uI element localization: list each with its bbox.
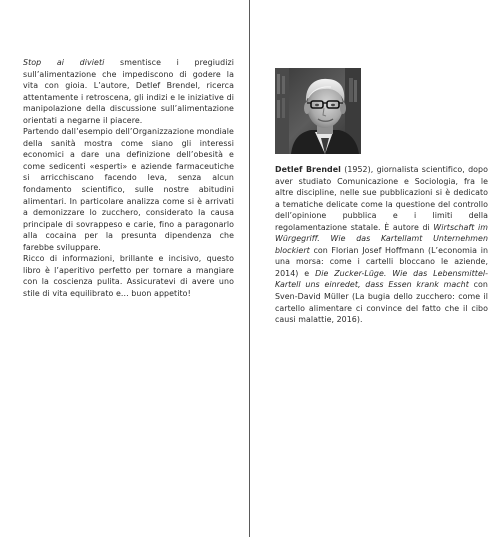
bio-text-3: con Sven-David Müller (La bugia dello zucchero: come il cartello alimentare ci convince del fatto che il cibo causi malattie, 2016). bbox=[275, 280, 488, 325]
description-paragraph-2: Partendo dall’esempio dell’Organizzazione mondiale della sanità mostra come siano gli interessi economici a dare una definizione dell’obesità e come sedicenti «esperti» e aziende farmaceutiche si arricchiscano facendo leva, senza alcun fondamento scientifico, sulle nostre abitudini alimentari. In particolare analizza come si è arrivati a demonizzare lo zucchero, considerato la causa principale di sovrappeso e carie, fino a paragonarlo alla cocaina per la presunta dipendenza che farebbe sviluppare. bbox=[23, 127, 234, 252]
author-name: Detlef Brendel bbox=[275, 165, 341, 174]
description-paragraph-1 bbox=[23, 57, 234, 126]
author-bio-paragraph bbox=[275, 164, 488, 326]
bio-text-1: (1952), giornalista scientifico, dopo aver studiato Comunicazione e Sociologia, fra le altre discipline, nelle sue pubblicazioni si è dedicato a tematiche delicate come la questione del controllo dell’opinione pubblica e i limiti della regolamentazione statale. È autore di bbox=[275, 165, 488, 232]
author-bio bbox=[275, 164, 488, 326]
description-paragraph-1-text: smentisce i pregiudizi sull’alimentazione che impediscono di godere la vita con gioia. L’autore, Detlef Brendel, ricerca attentamente i retroscena, gli indizi e le iniziative di manipolazione della discussione sull’alimentazione orientati a negarne il piacere. bbox=[23, 58, 234, 125]
book-title-1: Wirtschaft im Würgegriff. Wie das Kartellamt Unternehmen blockiert bbox=[275, 222, 488, 255]
author-portrait bbox=[275, 68, 361, 154]
book-title-2: Die Zucker-Lüge. Wie das Lebensmittel-Kartell uns einredet, dass Essen krank macht bbox=[275, 268, 488, 290]
bio-text-2: con Florian Josef Hoffmann (L’economia in una morsa: come i cartelli bloccano le aziende, 2014) e bbox=[275, 245, 488, 278]
book-description bbox=[23, 57, 234, 299]
front-flap bbox=[0, 0, 249, 537]
description-paragraph-3: Ricco di informazioni, brillante e incisivo, questo libro è l’aperitivo perfetto per tornare a mangiare con la coscienza pulita. Assicuratevi di avere uno stile di vita equilibrato e... buon appetito! bbox=[23, 254, 234, 298]
book-title-italic: Stop ai divieti bbox=[23, 58, 105, 67]
back-flap bbox=[250, 0, 500, 537]
